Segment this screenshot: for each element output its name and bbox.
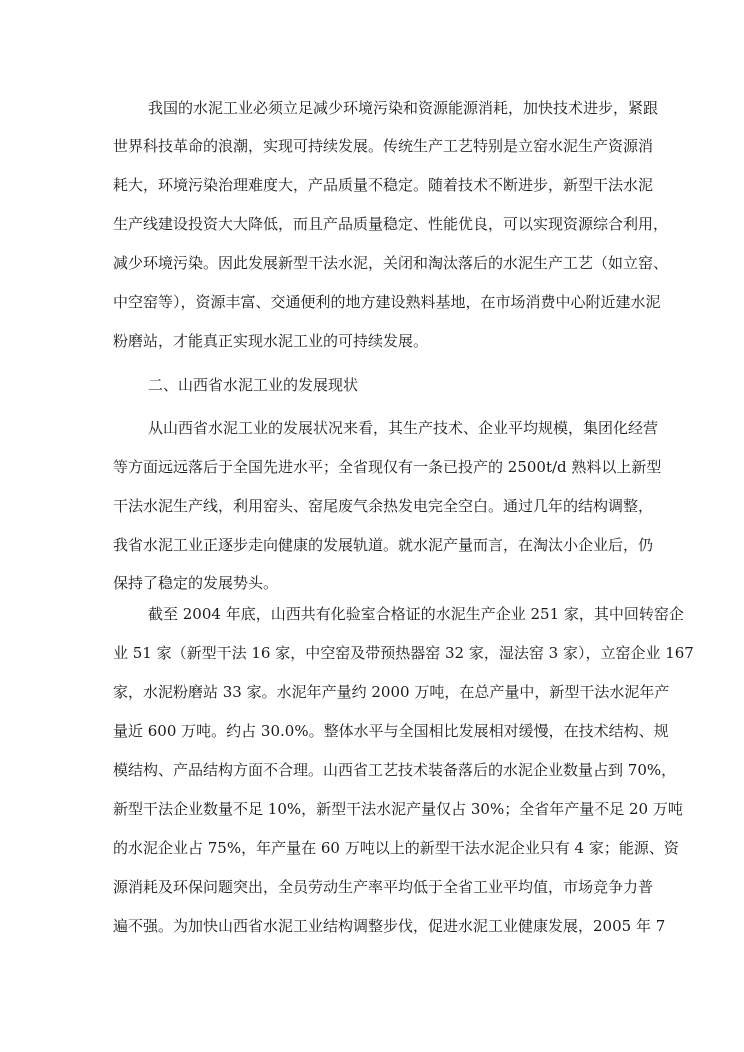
text-line: 粉磨站，才能真正实现水泥工业的可持续发展。 <box>113 332 429 350</box>
text-line: 截至 2004 年底，山西共有化验室合格证的水泥生产企业 251 家，其中回转窑企 <box>148 605 684 623</box>
text-line: 世界科技革命的浪潮，实现可持续发展。传统生产工艺特别是立窑水泥生产资源消 <box>113 137 654 155</box>
text-line: 业 51 家（新型干法 16 家，中空窑及带预热器窑 32 家，湿法窑 3 家），立窑企业 167 <box>113 644 694 662</box>
text-line: 我国的水泥工业必须立足减少环境污染和资源能源消耗，加快技术进步，紧跟 <box>148 99 659 117</box>
text-line: 的水泥企业占 75%，年产量在 60 万吨以上的新型干法水泥企业只有 4 家；能源、资 <box>113 839 679 857</box>
text-line: 减少环境污染。因此发展新型干法水泥，关闭和淘汰落后的水泥生产工艺（如立窑、 <box>113 254 669 272</box>
text-line: 保持了稳定的发展势头。 <box>113 574 279 592</box>
text-line: 量近 600 万吨。约占 30.0%。整体水平与全国相比发展相对缓慢，在技术结构、规 <box>113 722 669 740</box>
text-line: 我省水泥工业正逐步走向健康的发展轨道。就水泥产量而言，在淘汰小企业后，仍 <box>113 536 654 554</box>
text-line: 模结构、产品结构方面不合理。山西省工艺技术装备落后的水泥企业数量占到 70%， <box>113 761 677 779</box>
text-line: 耗大，环境污染治理难度大，产品质量不稳定。随着技术不断进步，新型干法水泥 <box>113 176 654 194</box>
text-line: 家，水泥粉磨站 33 家。水泥年产量约 2000 万吨，在总产量中，新型干法水泥年产 <box>113 683 670 701</box>
text-line: 等方面远远落后于全国先进水平；全省现仅有一条已投产的 2500t/d 熟料以上新型 <box>113 458 662 476</box>
text-line: 新型干法企业数量不足 10%，新型干法水泥产量仅占 30%；全省年产量不足 20 万吨 <box>113 800 683 818</box>
text-line: 源消耗及环保问题突出，全员劳动生产率平均低于全省工业平均值，市场竞争力普 <box>113 878 654 896</box>
text-line: 中空窑等），资源丰富、交通便利的地方建设熟料基地，在市场消费中心附近建水泥 <box>113 293 661 311</box>
text-line: 干法水泥生产线，利用窑头、窑尾废气余热发电完全空白。通过几年的结构调整， <box>113 497 654 515</box>
text-line: 遍不强。为加快山西省水泥工业结构调整步伐，促进水泥工业健康发展，2005 年 7 <box>113 917 666 935</box>
text-line: 生产线建设投资大大降低，而且产品质量稳定、性能优良，可以实现资源综合利用， <box>113 215 669 233</box>
section-heading: 二、山西省水泥工业的发展现状 <box>148 376 359 394</box>
text-line: 从山西省水泥工业的发展状况来看，其生产技术、企业平均规模，集团化经营 <box>148 419 659 437</box>
